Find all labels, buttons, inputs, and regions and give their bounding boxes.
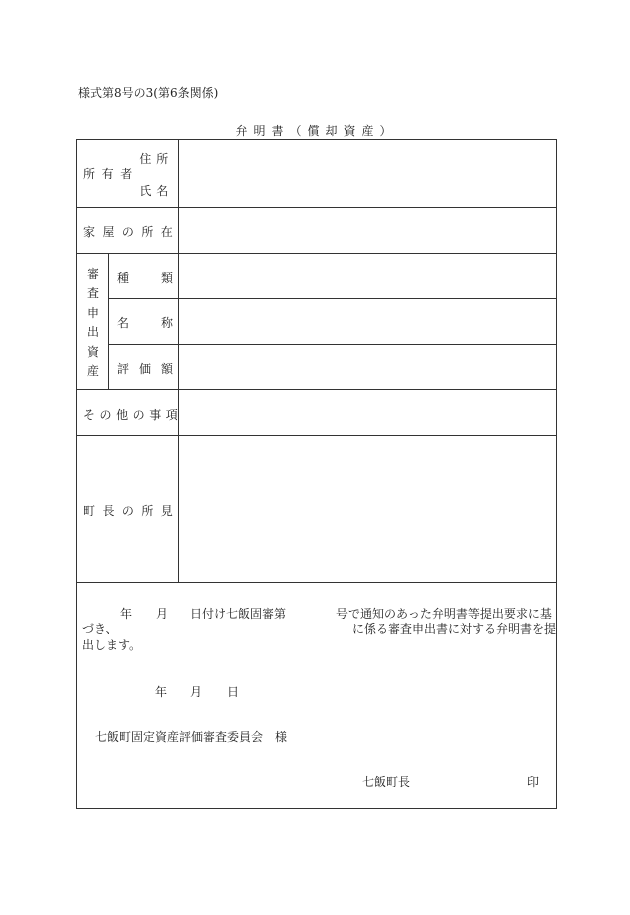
house-location-field[interactable] (179, 208, 556, 253)
letter-line1-a: 日付け七飯固審第 (190, 607, 287, 621)
document-title: 弁明書（償却資産） (235, 124, 398, 138)
owner-field[interactable] (179, 140, 556, 207)
date-day: 日 (227, 685, 240, 699)
seal-mark: 印 (527, 775, 540, 789)
letter-year: 年 (120, 607, 133, 621)
letter-line3: 出します。 (82, 638, 142, 652)
row-divider (77, 582, 556, 583)
date-month: 月 (190, 685, 203, 699)
asset-type-field[interactable] (179, 254, 556, 298)
owner-label: 所有者 (83, 167, 139, 181)
review-assets-char: 査 (86, 286, 99, 301)
mayor-opinion-field[interactable] (179, 436, 556, 582)
asset-value-label: 評 価 額 (117, 362, 173, 376)
asset-type-label: 種 類 (117, 271, 173, 285)
letter-line2-a: づき、 (82, 622, 118, 636)
asset-value-field[interactable] (179, 345, 556, 389)
letter-line2-b: に係る審査申出書に対する弁明書を提 (352, 622, 557, 636)
review-assets-char: 審 (86, 267, 99, 281)
other-matters-field[interactable] (179, 390, 556, 435)
letter-line1-b: 号で通知のあった弁明書等提出要求に基 (336, 607, 552, 621)
letter-month: 月 (156, 607, 169, 621)
owner-address-label: 住所 (139, 152, 173, 166)
form-table (76, 139, 557, 809)
date-year: 年 (155, 685, 168, 699)
review-assets-char: 申 (86, 305, 99, 320)
asset-name-field[interactable] (179, 299, 556, 344)
form-number: 様式第8号の3(第6条関係) (78, 86, 219, 100)
signer: 七飯町長 (362, 775, 411, 789)
review-assets-group-label (86, 265, 100, 379)
mayor-opinion-label: 町長の所見 (83, 504, 181, 518)
asset-name-label: 名 称 (117, 316, 173, 330)
owner-name-label: 氏名 (139, 184, 173, 198)
other-matters-label: その他の事項 (83, 408, 183, 422)
review-assets-char: 資 (86, 344, 99, 359)
review-assets-char: 産 (86, 363, 99, 378)
review-assets-char: 出 (86, 325, 99, 340)
house-location-label: 家屋の所在 (83, 225, 181, 239)
addressee: 七飯町固定資産評価審査委員会 様 (95, 730, 288, 744)
review-assets-divider (108, 253, 109, 389)
